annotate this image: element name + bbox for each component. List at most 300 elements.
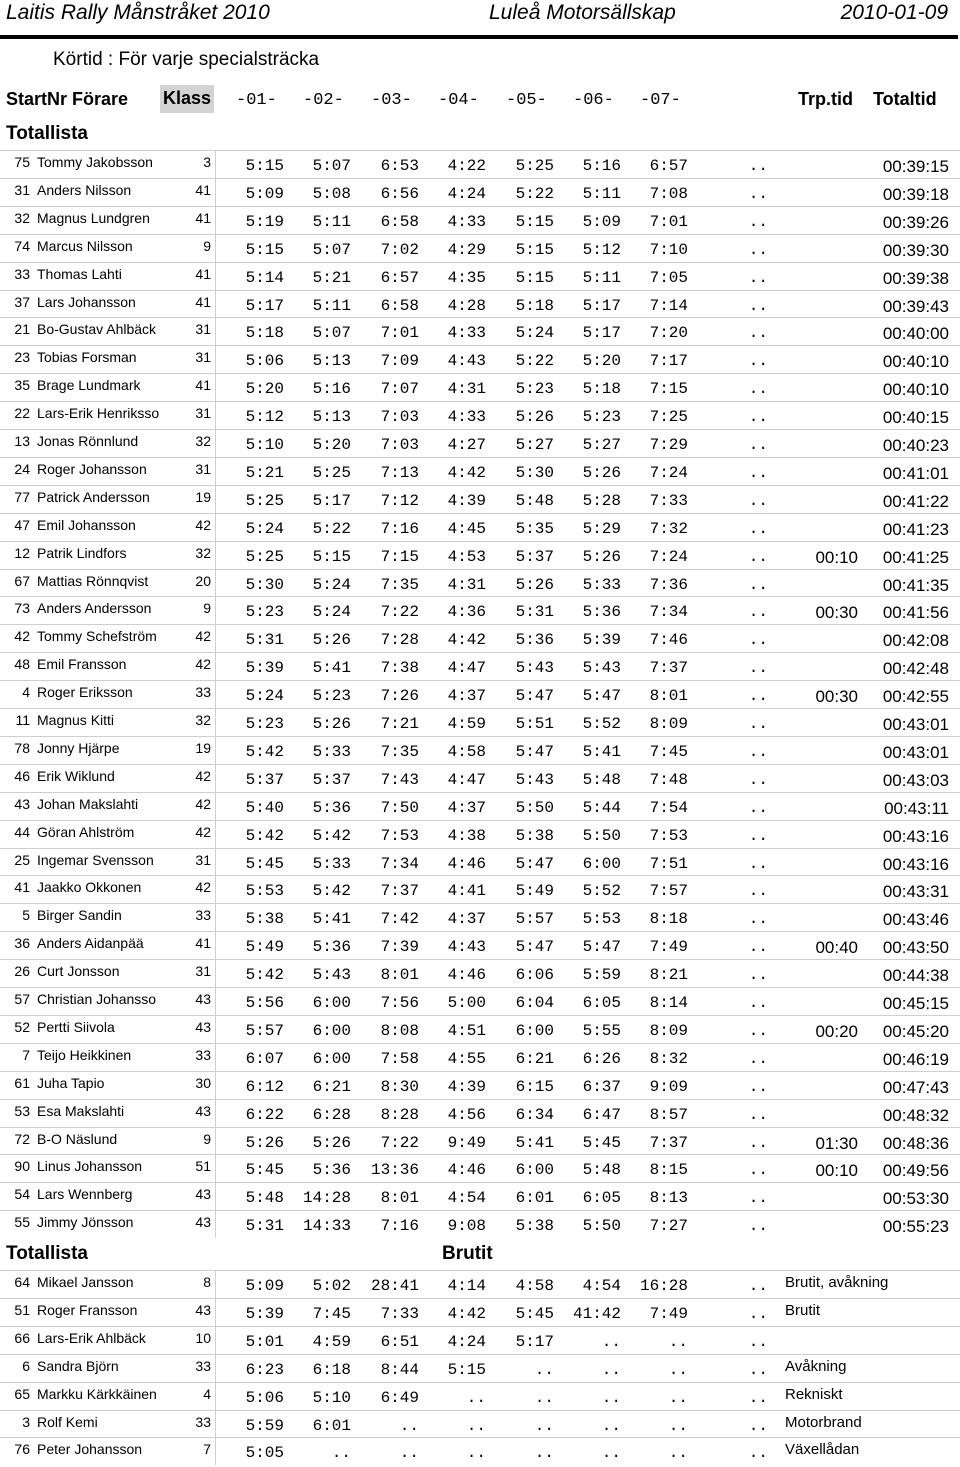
start-number: 78 [14,739,30,756]
total-time: 00:40:10 [882,380,949,400]
stage-time-4: 4:37 [447,910,486,929]
column-divider [215,1043,216,1071]
stage-time-8: .. [748,1021,768,1040]
column-divider [215,652,216,680]
stage-time-7: 8:09 [649,715,688,733]
dnf-remark: Avåkning [785,1357,847,1375]
stage-time-3: 7:01 [380,324,419,343]
stage-time-5: 5:45 [515,1304,554,1323]
driver-name: Pertti Siivola [37,1018,115,1035]
club-name: Luleå Motorsällskap [489,1,676,24]
driver-name: Tommy Schefström [37,628,157,645]
row-divider [0,1210,960,1211]
driver-name: Ingemar Svensson [37,851,154,868]
transport-penalty: 00:30 [815,603,858,623]
row-divider [0,401,960,402]
column-divider [215,1210,216,1238]
stage-time-2: 5:07 [312,157,351,175]
stage-time-2: 5:41 [312,910,351,929]
stage-time-5: .. [534,1388,554,1407]
start-number: 13 [14,433,30,449]
result-row [0,1015,960,1043]
class-value: 19 [195,488,211,505]
column-divider [215,513,216,541]
stage-time-4: .. [466,1416,486,1435]
class-value: 51 [195,1158,211,1175]
stage-time-2: 5:37 [312,770,351,789]
stage-time-5: 5:30 [515,463,554,482]
class-value: 32 [195,712,211,728]
stage-time-1: 5:23 [245,715,284,733]
class-value: 41 [195,935,211,952]
driver-name: Juha Tapio [37,1074,105,1091]
stage-time-6: 5:18 [582,380,621,399]
dnf-remark: Rekniskt [785,1385,843,1403]
stage-time-1: 5:17 [245,296,284,315]
total-time: 00:43:01 [882,715,949,734]
column-divider [215,1071,216,1099]
stage-time-8: .. [748,1105,768,1124]
result-row [0,736,960,764]
stage-time-5: 6:06 [515,966,554,985]
stage-time-4: 4:39 [447,1077,486,1096]
start-number: 12 [14,544,30,561]
stage-time-5: 5:26 [515,575,554,594]
stage-time-7: 7:34 [649,603,688,622]
stage-time-1: 5:42 [245,742,284,761]
driver-name: Roger Eriksson [37,684,133,701]
row-divider [0,1298,960,1299]
stage-time-8: .. [748,1217,768,1236]
stage-time-3: 7:12 [380,491,419,510]
driver-name: Magnus Kitti [37,712,115,728]
stage-time-4: 4:22 [447,157,486,175]
stage-time-5: 5:49 [515,882,554,901]
stage-time-3: 7:16 [380,1217,419,1236]
stage-time-2: 5:36 [312,1161,351,1180]
driver-name: Roger Johansson [37,460,147,477]
total-time: 00:48:36 [882,1133,949,1153]
driver-name: Mikael Jansson [37,1274,134,1290]
stage-time-1: 5:15 [245,240,284,259]
row-divider [0,290,960,291]
stage-time-6: .. [601,1416,621,1435]
stage-time-2: 5:25 [312,463,351,482]
stage-time-5: 5:24 [515,324,554,343]
stage-time-5: 5:41 [515,1133,554,1152]
total-time: 00:42:55 [882,687,949,707]
row-divider [0,959,960,960]
result-row [0,792,960,820]
driver-name: Marcus Nilsson [37,237,133,254]
start-number: 72 [14,1130,30,1147]
driver-name: Linus Johansson [37,1158,143,1175]
dnf-row [0,1382,960,1410]
stage-time-8: .. [748,212,768,231]
stage-time-4: 4:38 [447,826,486,845]
start-number: 90 [14,1158,30,1175]
total-time: 00:40:00 [882,324,949,344]
stage-time-7: 7:29 [649,436,688,454]
stage-time-2: 5:07 [312,324,351,343]
stage-time-7: .. [668,1332,688,1351]
stage-time-3: 7:37 [380,882,419,901]
class-value: 10 [195,1329,211,1346]
driver-name: Emil Fransson [37,656,127,673]
stage-time-4: 4:33 [447,324,486,343]
stage-time-6: 5:16 [582,157,621,175]
dnf-row [0,1298,960,1326]
stage-time-8: .. [748,184,768,203]
total-time: 00:48:32 [882,1105,949,1125]
report-subtitle: Körtid : För varje specialsträcka [53,49,320,70]
stage-time-3: 7:22 [380,603,419,622]
stage-time-4: .. [466,1444,486,1463]
driver-name: Patrik Lindfors [37,544,127,561]
stage-time-5: 5:22 [515,184,554,203]
driver-name: Lars-Erik Henriksso [37,405,160,422]
stage-time-3: 8:01 [380,966,419,985]
driver-name: Anders Nilsson [37,181,132,198]
driver-name: Anders Andersson [37,600,152,617]
stage-time-1: 6:12 [245,1077,284,1096]
class-value: 41 [195,181,211,198]
column-stage-02: -02- [303,91,344,110]
stage-time-8: .. [748,798,768,817]
transport-penalty: 01:30 [815,1133,858,1153]
stage-time-1: 5:21 [245,463,284,482]
column-divider [215,680,216,708]
result-row [0,317,960,345]
stage-time-7: 7:15 [649,380,688,399]
stage-time-2: 5:20 [312,436,351,454]
class-value: 9 [203,600,211,617]
start-number: 4 [22,684,30,701]
start-number: 52 [14,1018,30,1035]
stage-time-8: .. [748,770,768,789]
stage-time-1: 5:01 [245,1332,284,1351]
stage-time-3: 6:51 [380,1332,419,1351]
class-value: 4 [203,1385,211,1402]
class-value: 32 [195,544,211,561]
start-number: 3 [22,1413,30,1430]
stage-time-5: 5:35 [515,519,554,538]
start-number: 11 [15,712,30,728]
stage-time-2: 4:59 [312,1332,351,1351]
stage-time-6: 5:36 [582,603,621,622]
stage-time-7: 8:57 [649,1105,688,1124]
stage-time-3: 7:53 [380,826,419,845]
stage-time-2: 5:16 [312,380,351,399]
stage-time-1: 5:57 [245,1021,284,1040]
stage-time-4: 4:41 [447,882,486,901]
stage-time-5: 5:47 [515,938,554,957]
stage-time-8: .. [748,519,768,538]
stage-time-4: 4:51 [447,1021,486,1040]
stage-time-3: 7:39 [380,938,419,957]
stage-time-4: 4:33 [447,408,486,427]
stage-time-3: 7:58 [380,1049,419,1068]
stage-time-5: 5:38 [515,826,554,845]
class-value: 3 [203,154,211,170]
stage-time-7: 7:05 [649,268,688,287]
stage-time-1: 5:19 [245,212,284,231]
start-number: 21 [14,321,30,338]
stage-time-5: 5:23 [515,380,554,399]
stage-time-5: 5:36 [515,631,554,650]
result-row [0,1071,960,1099]
driver-name: Emil Johansson [37,516,136,533]
class-value: 8 [203,1274,211,1290]
column-divider [215,764,216,792]
stage-time-5: 5:15 [515,268,554,287]
stage-time-5: .. [534,1360,554,1379]
stage-time-1: 5:39 [245,659,284,678]
stage-time-4: 4:35 [447,268,486,287]
column-divider [215,401,216,429]
driver-name: Brage Lundmark [37,377,141,394]
stage-time-4: 4:47 [447,659,486,678]
stage-time-6: 5:33 [582,575,621,594]
dnf-row [0,1410,960,1438]
stage-time-7: 7:33 [649,491,688,510]
stage-time-1: 5:06 [245,1388,284,1407]
stage-time-6: 4:54 [582,1277,621,1295]
row-divider [0,680,960,681]
stage-time-3: 7:21 [380,715,419,733]
stage-time-2: 6:00 [312,994,351,1012]
stage-time-6: 5:45 [582,1133,621,1152]
stage-time-4: 4:29 [447,240,486,259]
stage-time-8: .. [748,1277,768,1295]
transport-penalty: 00:40 [815,938,858,958]
stage-time-7: 8:21 [649,966,688,985]
transport-penalty: 00:10 [815,547,858,567]
stage-time-4: 4:31 [447,575,486,594]
stage-time-4: 4:27 [447,436,486,454]
stage-time-1: 5:49 [245,938,284,957]
stage-time-8: .. [748,715,768,733]
class-value: 41 [195,377,211,394]
stage-time-2: 5:36 [312,798,351,817]
result-row [0,987,960,1015]
stage-time-1: 5:42 [245,826,284,845]
stage-time-4: 4:59 [447,715,486,733]
stage-time-3: 7:35 [380,575,419,594]
column-stage-04: -04- [438,91,479,110]
result-row [0,1043,960,1071]
stage-time-6: 6:05 [582,1189,621,1208]
start-number: 23 [14,349,30,366]
total-time: 00:43:31 [882,882,949,902]
driver-name: Roger Fransson [37,1301,138,1318]
transport-penalty: 00:20 [815,1021,858,1041]
class-value: 31 [195,349,211,366]
stage-time-5: 5:25 [515,157,554,175]
stage-time-8: .. [748,324,768,343]
stage-time-8: .. [748,742,768,761]
stage-time-1: 5:30 [245,575,284,594]
stage-time-5: 4:58 [515,1277,554,1295]
stage-time-4: 4:47 [447,770,486,789]
class-value: 31 [195,321,211,338]
stage-time-4: 5:15 [447,1360,486,1379]
result-row [0,1210,960,1238]
result-row [0,178,960,206]
stage-time-1: 5:42 [245,966,284,985]
column-divider [215,569,216,597]
stage-time-5: 5:47 [515,687,554,706]
column-divider [215,345,216,373]
stage-time-4: 4:37 [447,798,486,817]
column-divider [215,1326,216,1354]
stage-time-6: 5:11 [582,268,621,287]
row-divider [0,903,960,904]
stage-time-6: 6:00 [582,854,621,873]
stage-time-2: 14:33 [303,1217,352,1236]
result-row [0,373,960,401]
row-divider [0,150,960,151]
column-divider [215,150,216,178]
stage-time-2: 6:21 [312,1077,351,1096]
stage-time-5: 6:21 [515,1049,554,1068]
driver-name: Johan Makslahti [37,795,139,812]
column-stage-06: -06- [573,91,614,110]
dnf-remark: Motorbrand [785,1413,862,1431]
result-row [0,903,960,931]
stage-time-5: 5:51 [515,715,554,733]
stage-time-4: 4:42 [447,631,486,650]
stage-time-1: 5:14 [245,268,284,287]
column-divider [215,1270,216,1298]
stage-time-4: 4:58 [447,742,486,761]
stage-time-1: 5:26 [245,1133,284,1152]
stage-time-2: 5:17 [312,491,351,510]
stage-time-6: 5:28 [582,491,621,510]
column-divider [215,1298,216,1326]
start-number: 75 [14,154,30,170]
stage-time-3: .. [399,1444,419,1463]
stage-time-7: 8:32 [649,1049,688,1068]
stage-time-4: 4:37 [447,687,486,706]
column-divider [215,792,216,820]
result-row [0,1127,960,1155]
stage-time-4: 4:42 [447,1304,486,1323]
section-totallista-dnf: Totallista [6,1243,88,1264]
dnf-remark: Brutit [785,1301,821,1319]
stage-time-6: 5:44 [582,798,621,817]
total-time: 00:53:30 [882,1189,949,1209]
column-divider [215,736,216,764]
column-divider [215,848,216,876]
stage-time-5: 6:15 [515,1077,554,1096]
stage-time-6: 5:27 [582,436,621,454]
stage-time-8: .. [748,157,768,175]
stage-time-7: 7:46 [649,631,688,650]
stage-time-1: 5:06 [245,352,284,371]
column-divider [215,178,216,206]
driver-name: Lars Wennberg [37,1186,133,1203]
stage-time-5: 5:50 [515,798,554,817]
stage-time-4: 4:24 [447,184,486,203]
start-number: 54 [14,1186,30,1203]
stage-time-1: 5:45 [245,854,284,873]
total-time: 00:40:23 [882,436,949,455]
stage-time-2: 6:01 [312,1416,351,1435]
class-value: 41 [195,293,211,310]
total-time: 00:44:38 [882,966,949,986]
start-number: 65 [14,1385,30,1402]
result-row [0,429,960,457]
row-divider [0,624,960,625]
stage-time-2: 6:00 [312,1049,351,1068]
stage-time-4: 9:08 [447,1217,486,1236]
stage-time-3: 7:07 [380,380,419,399]
stage-time-4: 4:43 [447,352,486,371]
total-time: 00:43:01 [882,742,949,762]
total-time: 00:49:56 [882,1161,949,1181]
start-number: 36 [14,935,30,952]
stage-time-5: 5:26 [515,408,554,427]
stage-time-6: 5:52 [582,715,621,733]
stage-time-8: .. [748,296,768,315]
stage-time-4: 4:54 [447,1189,486,1208]
driver-name: Tommy Jakobsson [37,154,153,170]
result-row [0,848,960,876]
row-divider [0,317,960,318]
stage-time-2: 6:00 [312,1021,351,1040]
stage-time-4: 4:14 [447,1277,486,1295]
column-divider [215,1015,216,1043]
result-row [0,262,960,290]
row-divider [0,373,960,374]
stage-time-2: 5:02 [312,1277,351,1295]
stage-time-3: 7:50 [380,798,419,817]
driver-name: Sandra Björn [37,1357,119,1374]
dnf-row [0,1354,960,1382]
stage-time-2: 5:24 [312,603,351,622]
stage-time-8: .. [748,910,768,929]
result-row [0,959,960,987]
total-time: 00:41:25 [882,547,949,567]
column-divider [215,429,216,457]
column-stage-05: -05- [506,91,547,110]
driver-name: Lars-Erik Ahlbäck [37,1329,146,1346]
stage-time-1: 5:37 [245,770,284,789]
total-time: 00:55:23 [882,1217,949,1237]
stage-time-1: 5:24 [245,519,284,538]
stage-time-6: 6:26 [582,1049,621,1068]
start-number: 61 [14,1074,30,1091]
stage-time-3: 6:58 [380,296,419,315]
row-divider [0,764,960,765]
stage-time-5: 5:43 [515,659,554,678]
driver-name: Peter Johansson [37,1441,143,1458]
column-stage-03: -03- [371,91,412,110]
stage-time-2: 5:24 [312,575,351,594]
total-time: 00:41:35 [882,575,949,595]
stage-time-5: 6:01 [515,1189,554,1208]
start-number: 57 [14,991,30,1007]
stage-time-7: 16:28 [640,1277,689,1295]
stage-time-8: .. [748,1133,768,1152]
stage-time-3: 7:22 [380,1133,419,1152]
start-number: 67 [14,572,30,589]
stage-time-2: 5:43 [312,966,351,985]
stage-time-1: 5:38 [245,910,284,929]
stage-time-4: 4:46 [447,854,486,873]
stage-time-7: 7:25 [649,408,688,427]
